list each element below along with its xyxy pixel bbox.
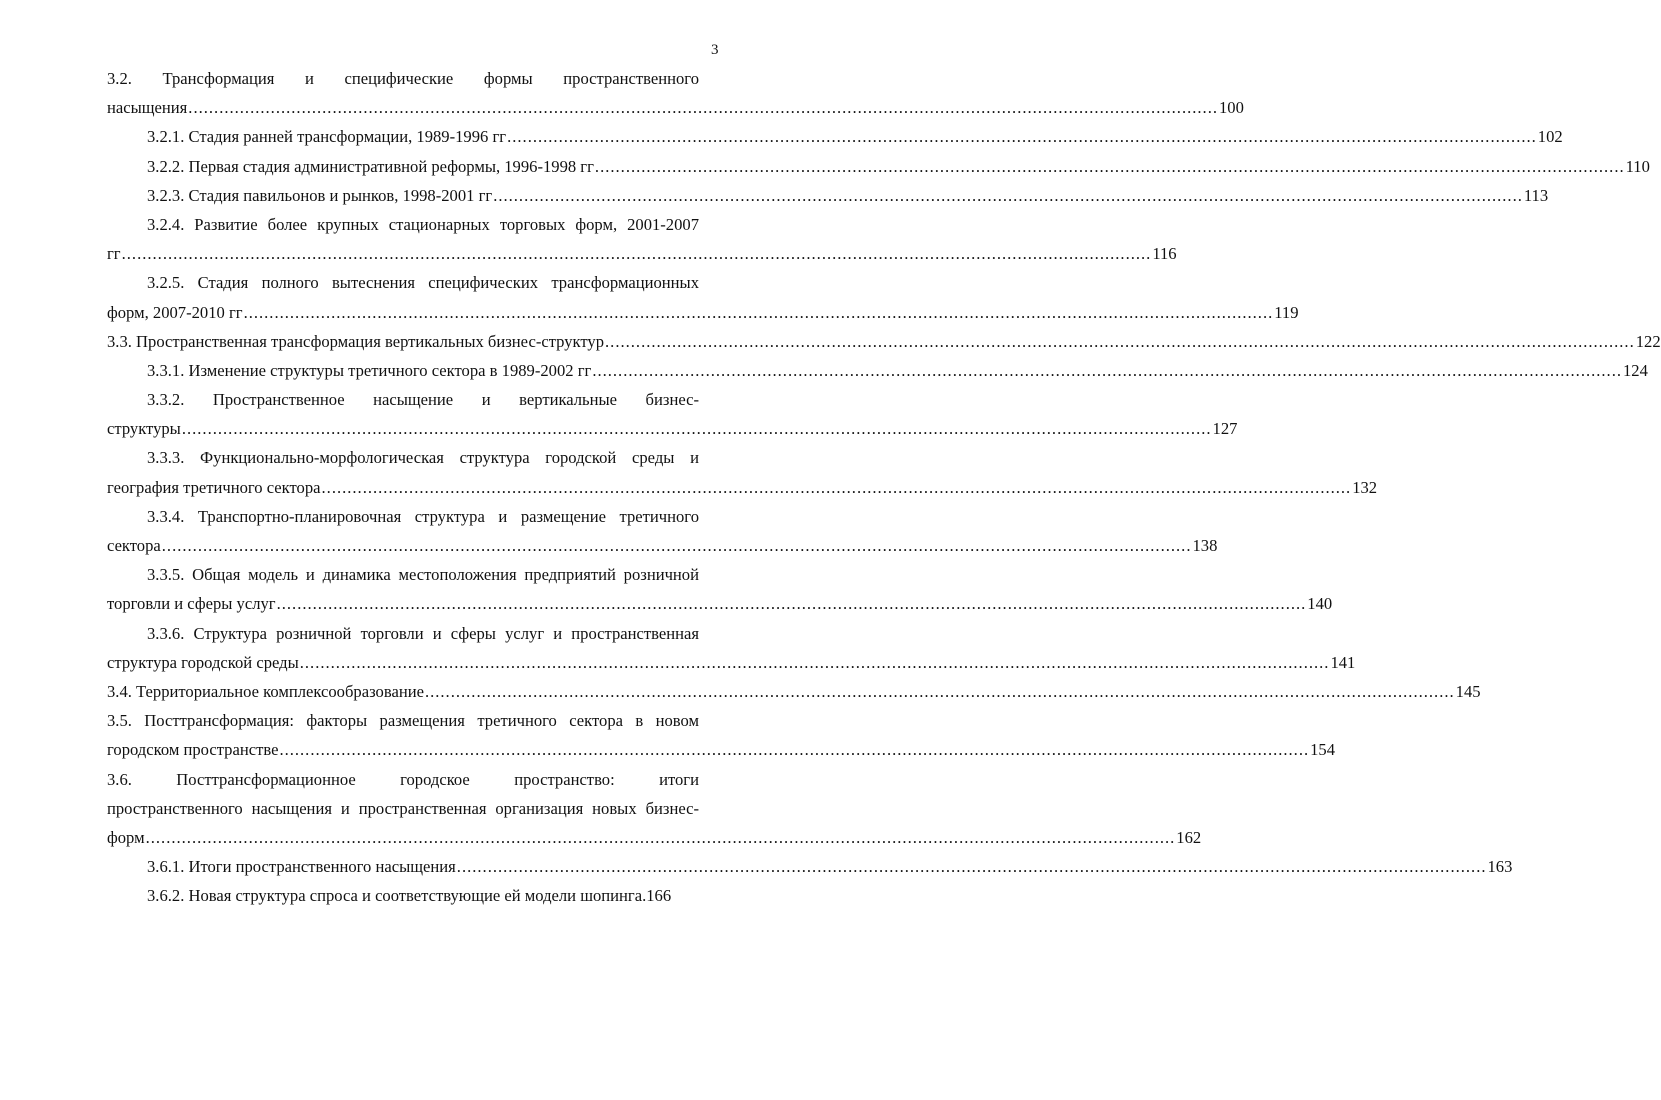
toc-entry-3-3-3[interactable]	[107, 473, 1378, 502]
leader-dots: ........................................................................................................................................................................................................	[276, 594, 1307, 614]
toc-line: пространственного насыщения и пространственная организация новых бизнес-	[107, 798, 699, 818]
leader-dots: ........................................................................................................................................................................................................	[424, 681, 1455, 701]
leader-dots: ........................................................................................................................................................................................................	[507, 127, 1537, 147]
toc-entry-3-4[interactable]	[107, 677, 1481, 706]
toc-line: 3.2.5. Стадия полного вытеснения специфических трансформационных	[147, 273, 699, 293]
toc-line: 3.3.4. Транспортно-планировочная структура и размещение третичного	[147, 506, 699, 526]
toc-entry-title: 3.3. Пространственная трансформация вертикальных бизнес-структур	[107, 331, 605, 351]
toc-page-number: 116	[1152, 244, 1177, 264]
toc-entry-title: 3.4. Территориальное комплексообразование	[107, 681, 424, 701]
toc-page-number: 166	[646, 886, 672, 906]
leader-dots: ........................................................................................................................................................................................................	[145, 827, 1176, 847]
toc-entry-3-6-1[interactable]	[107, 852, 1513, 881]
toc-entry-3-2-2[interactable]	[107, 152, 1650, 181]
leader-dots: ........................................................................................................................................................................................................	[279, 740, 1310, 760]
toc-line: 3.5. Посттрансформация: факторы размещения третичного сектора в новом	[107, 711, 699, 731]
leader-dots: ........................................................................................................................................................................................................	[594, 156, 1625, 176]
leader-dots: ........................................................................................................................................................................................................	[321, 477, 1352, 497]
table-of-contents	[107, 64, 1661, 910]
toc-entry-title: сектора	[107, 536, 161, 555]
toc-line: 3.2. Трансформация и специфические формы пространственного	[107, 69, 699, 88]
toc-entry-title: гг	[107, 244, 121, 264]
toc-page-number: 110	[1625, 156, 1650, 176]
toc-page-number: 145	[1455, 681, 1481, 701]
leader-dots: ........................................................................................................................................................................................................	[456, 857, 1487, 877]
toc-line: 3.3.2. Пространственное насыщение и вертикальные бизнес-	[147, 390, 699, 410]
toc-entry-3-3-2[interactable]	[107, 414, 1238, 443]
toc-entry-title: 3.2.3. Стадия павильонов и рынков, 1998-2001 гг	[147, 185, 493, 205]
toc-line: 3.6. Посттрансформационное городское пространство: итоги	[107, 769, 699, 789]
toc-entry-title: 3.6.2. Новая структура спроса и соответствующие ей модели шопинга.	[147, 886, 647, 906]
toc-entry-title: 3.6.1. Итоги пространственного насыщения	[147, 857, 456, 877]
leader-dots: ........................................................................................................................................................................................................	[121, 244, 1152, 264]
toc-entry-title: структуры	[107, 419, 181, 439]
leader-dots: ........................................................................................................................................................................................................	[243, 302, 1274, 322]
toc-entry-3-2-1[interactable]	[107, 122, 1563, 151]
toc-line: 3.2.4. Развитие более крупных стационарных торговых форм, 2001-2007	[147, 214, 699, 234]
leader-dots: ........................................................................................................................................................................................................	[592, 360, 1622, 380]
toc-page-number: 140	[1307, 594, 1333, 614]
toc-line: 3.3.5. Общая модель и динамика местоположения предприятий розничной	[147, 565, 699, 585]
toc-entry-3-3[interactable]	[107, 327, 1661, 356]
toc-entry-3-2[interactable]	[107, 93, 1244, 122]
leader-dots: ........................................................................................................................................................................................................	[605, 331, 1635, 351]
toc-line: 3.3.3. Функционально-морфологическая структура городской среды и	[147, 448, 699, 468]
page-number: 3	[711, 42, 719, 58]
toc-page-number: 132	[1352, 477, 1378, 497]
toc-entry-title: форм, 2007-2010 гг	[107, 302, 243, 322]
toc-entry-3-3-5[interactable]	[107, 589, 1333, 618]
toc-page-number: 102	[1537, 127, 1563, 147]
leader-dots: ........................................................................................................................................................................................................	[299, 652, 1330, 672]
toc-page-number: 127	[1212, 419, 1238, 439]
toc-entry-3-3-1[interactable]	[107, 356, 1648, 385]
toc-page-number: 113	[1523, 185, 1549, 205]
toc-entry-title: форм	[107, 827, 145, 847]
toc-entry-3-2-5[interactable]	[107, 298, 1299, 327]
leader-dots: ........................................................................................................................................................................................................	[188, 98, 1218, 118]
toc-page-number: 100	[1218, 98, 1244, 118]
leader-dots: ........................................................................................................................................................................................................	[161, 536, 1192, 555]
toc-entry-3-3-6[interactable]	[107, 648, 1356, 677]
toc-entry-title: 3.2.1. Стадия ранней трансформации, 1989-1996 гг	[147, 127, 507, 147]
leader-dots: ........................................................................................................................................................................................................	[181, 419, 1212, 439]
toc-page-number: 124	[1623, 360, 1648, 380]
toc-entry-3-5[interactable]	[107, 735, 1336, 764]
toc-page-number: 154	[1310, 740, 1336, 760]
toc-entry-title: география третичного сектора	[107, 477, 321, 497]
toc-entry-title: 3.2.2. Первая стадия административной реформы, 1996-1998 гг	[147, 156, 594, 176]
toc-entry-title: торговли и сферы услуг	[107, 594, 276, 614]
toc-page-number: 122	[1635, 331, 1661, 351]
toc-page-number: 119	[1274, 302, 1299, 322]
toc-page-number: 163	[1487, 857, 1513, 877]
toc-entry-title: структура городской среды	[107, 652, 299, 672]
toc-entry-3-2-3[interactable]	[107, 181, 1549, 210]
toc-page-number: 162	[1176, 827, 1202, 847]
leader-dots: ........................................................................................................................................................................................................	[493, 185, 1523, 205]
toc-entry-3-6-2[interactable]	[107, 881, 699, 910]
toc-entry-title: городском пространстве	[107, 740, 279, 760]
toc-entry-title: насыщения	[107, 98, 188, 118]
toc-entry-3-6[interactable]	[107, 823, 1202, 852]
toc-entry-title: 3.3.1. Изменение структуры третичного сектора в 1989-2002 гг	[147, 360, 592, 380]
toc-page-number: 141	[1330, 652, 1356, 672]
toc-page-number: 138	[1192, 536, 1218, 555]
toc-entry-3-3-4[interactable]	[107, 531, 1218, 560]
toc-entry-3-2-4[interactable]	[107, 239, 1177, 268]
toc-line: 3.3.6. Структура розничной торговли и сферы услуг и пространственная	[147, 623, 699, 643]
